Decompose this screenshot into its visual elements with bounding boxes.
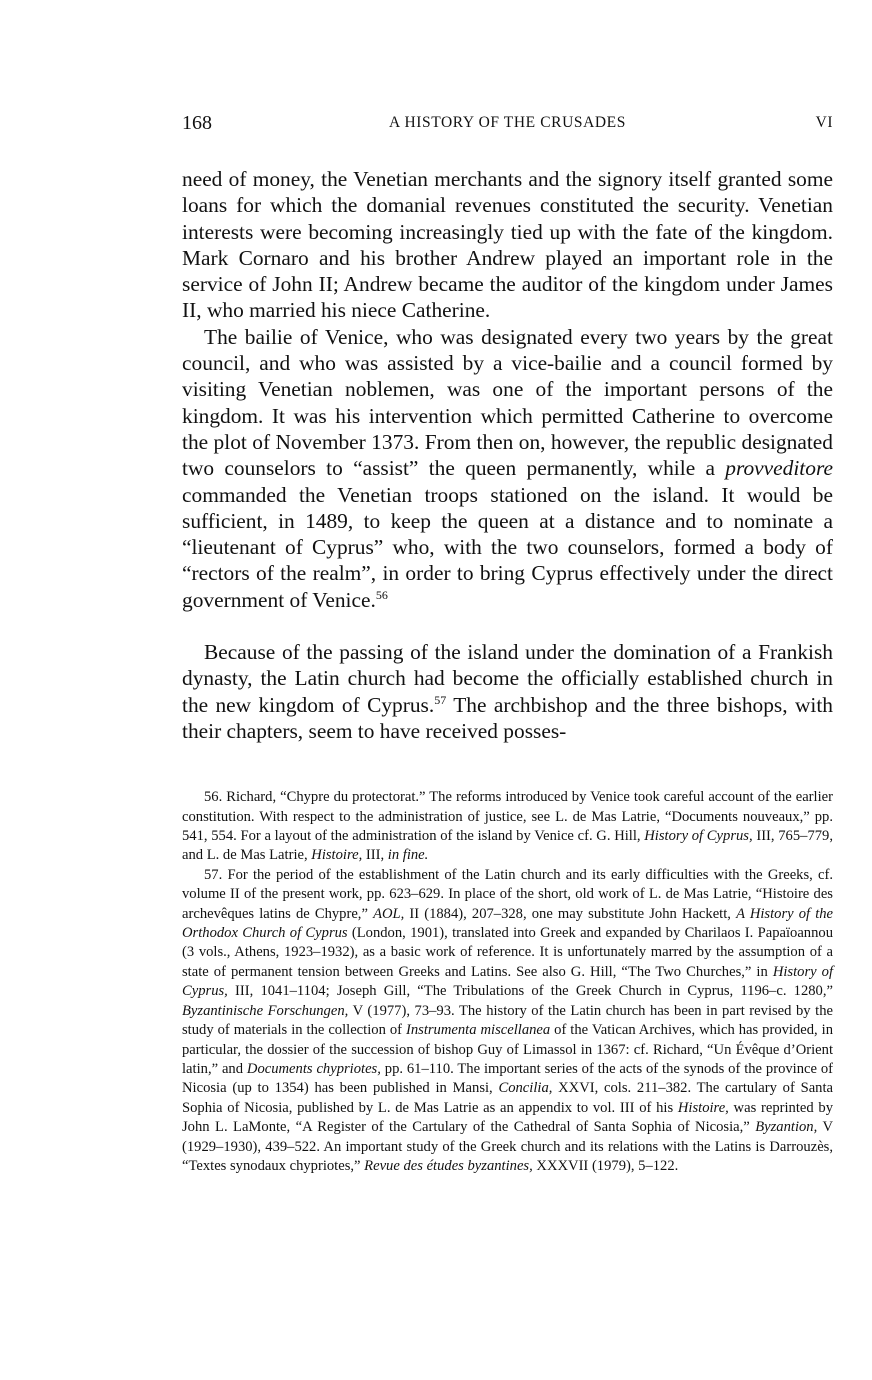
page-number: 168 — [182, 112, 212, 134]
paragraph-2-text-b: commanded the Venetian troops stationed on the island. It would be sufficient, in 1489, to keep the queen at a distance and to nominate a “lieutenant of Cyprus” who, with the two counselors, formed a body of “rectors of the realm”, in order to bring Cyprus effectively under the direct government of Venice. — [182, 482, 833, 612]
page — [182, 112, 833, 1176]
volume-number: VI — [815, 114, 833, 131]
footnote-56 — [182, 788, 833, 866]
footnote-57-text: XXVI, cols. 211–382. The cartulary of Santa Sophia of Nicosia, published by L. de Mas Latrie as an appendix to vol. III of his — [182, 1080, 833, 1116]
footnote-57-text: 57. For the period of the establishment of the Latin church and its early difficulties with the Greeks, cf. volume II of the present work, pp. 623–629. In place of the short, old work of L. de Mas Latrie, “Histoire des archevêques latins de Chypre,” — [182, 866, 833, 922]
footnote-57-text: of the Vatican Archives, which has provided, in particular, the dossier of the succession of bishop Guy of Limassol in 1367: cf. Richard, “Un Évêque d’Orient latin,” and — [182, 1022, 834, 1077]
paragraph-2 — [182, 324, 833, 613]
paragraph-3 — [182, 639, 833, 744]
footnote-57-text: V (1929–1930), 439–522. An important study of the Greek church and its relations with the Latins is Darrouzès, “Textes synodaux chypriotes,” — [182, 1119, 833, 1174]
footnote-57-italic: Instrumenta miscellanea — [405, 1022, 551, 1039]
paragraph-1 — [182, 166, 833, 324]
paragraph-3-text-a: Because of the passing of the island under the domination of a Frankish dynasty, the Latin church had become the officially established church in the new kingdom of Cyprus. — [182, 640, 833, 717]
paragraph-2-text-a: The bailie of Venice, who was designated every two years by the great council, and who was assisted by a vice-bailie and a council formed by visiting Venetian noblemen, was one of the important persons of the kingdom. It was his intervention which permitted Catherine to overcome the plot of November 1373. From then on, however, the republic designated two counselors to “assist” the queen permanently, while a — [182, 324, 833, 481]
footnote-56-text: III, 765–779, and L. de Mas Latrie, — [182, 828, 833, 864]
book-title: A HISTORY OF THE CRUSADES — [389, 114, 626, 131]
footnote-57-italic: Byzantion, — [755, 1119, 818, 1136]
footnote-57-italic: A History of the Orthodox Church of Cyprus — [182, 905, 834, 942]
footnote-56-text: 56. Richard, “Chypre du protectorat.” The reforms introduced by Venice took careful account of the earlier constitution. With respect to the administration of justice, see L. de Mas Latrie, “Documents nouveaux,” pp. 541, 554. For a layout of the administration of the island by Venice cf. G. Hill, — [182, 789, 833, 845]
footnote-57-text: V (1977), 73–93. The history of the Latin church has been in part revised by the study of materials in the collection of — [182, 1002, 833, 1039]
footnote-57-text: was reprinted by John L. LaMonte, “A Register of the Cartulary of the Cathedral of Santa Sophia of Nicosia,” — [182, 1099, 833, 1136]
footnote-57-italic: Documents chypriotes, — [246, 1060, 381, 1077]
paragraph-2-italic: provveditore — [725, 456, 833, 481]
footnote-57-italic: AOL, — [373, 905, 405, 922]
footnote-57-italic: Byzantinische Forschungen, — [182, 1002, 349, 1019]
footnote-57 — [182, 866, 833, 1177]
footnote-57-text: II (1884), 207–328, one may substitute John Hackett, — [404, 905, 737, 922]
footnotes — [182, 788, 833, 1176]
footnote-57-text: XXXVII (1979), 5–122. — [532, 1157, 679, 1174]
footnote-56-text: III, — [362, 847, 388, 864]
footnote-ref-57: 57 — [434, 692, 447, 707]
footnote-57-italic: Concilia, — [498, 1080, 553, 1097]
footnote-56-italic: in fine. — [387, 847, 429, 864]
footnote-57-italic: History of Cyprus, — [182, 963, 834, 1000]
paragraph-1-text: need of money, the Venetian merchants and the signory itself granted some loans for which the domanial revenues constituted the security. Venetian interests were becoming increasingly tied up with the fate of the kingdom. Mark Cornaro and his brother Andrew played an important role in the service of John II; Andrew became the auditor of the kingdom under James II, who married his niece Catherine. — [182, 167, 833, 323]
paragraph-3-text-b: The archbishop and the three bishops, with their chapters, seem to have received posses- — [182, 692, 833, 743]
footnote-ref-56: 56 — [375, 587, 388, 602]
footnote-57-text: III, 1041–1104; Joseph Gill, “The Tribulations of the Greek Church in Cyprus, 1196–c. 1280,” — [227, 983, 833, 1000]
body-text — [182, 166, 833, 744]
footnote-56-italic: Histoire, — [311, 847, 363, 864]
footnote-56-italic: History of Cyprus, — [644, 828, 753, 845]
footnote-57-text: pp. 61–110. The important series of the acts of the synods of the province of Nicosia (up to 1354) has been published in Mansi, — [182, 1060, 833, 1097]
footnote-57-italic: Histoire, — [677, 1099, 729, 1116]
footnote-57-italic: Revue des études byzantines, — [364, 1157, 533, 1174]
footnote-57-text: (London, 1901), translated into Greek and expanded by Charilaos I. Papaïoannou (3 vols., Athens, 1923–1932), as a basic work of reference. It is unfortunately marred by the assumption of a state of permanent tension between Greeks and Latins. See also G. Hill, “The Two Churches,” in — [182, 925, 833, 980]
running-head — [182, 112, 833, 142]
